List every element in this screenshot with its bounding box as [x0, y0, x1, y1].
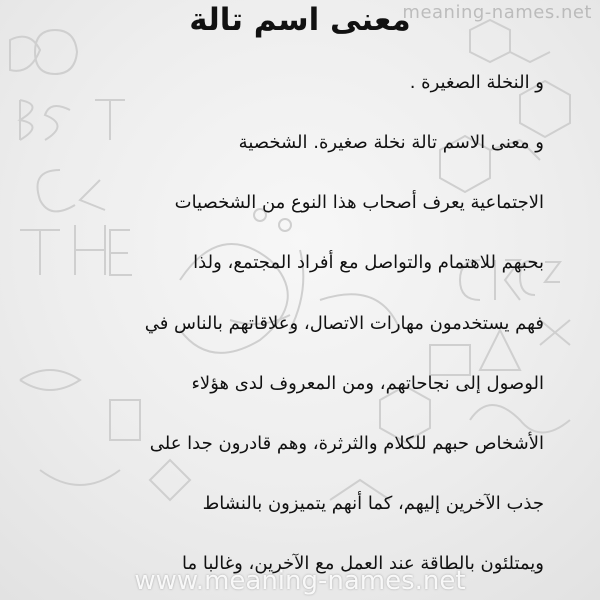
body-line: الاجتماعية يعرف أصحاب هذا النوع من الشخصيات: [174, 192, 544, 213]
body-line: الأشخاص حبهم للكلام والثرثرة، وهم قادرون جدا على: [149, 433, 544, 454]
body-line: و النخلة الصغيرة .: [409, 72, 544, 93]
body-line: و معنى الاسم تالة نخلة صغيرة. الشخصية: [238, 132, 544, 153]
body-line: جذب الآخرين إليهم، كما أنهم يتميزون بالنشاط: [202, 493, 544, 514]
watermark-bottom: www.meaning-names.net: [134, 566, 466, 596]
body-line: بحبهم للاهتمام والتواصل مع أفراد المجتمع، ولذا: [193, 252, 544, 273]
body-line: ويمتلئون بالطاقة عند العمل مع الآخرين، وغالبا ما: [182, 553, 544, 574]
watermark-top: meaning-names.net: [402, 2, 592, 23]
body-line: فهم يستخدمون مهارات الاتصال، وعلاقاتهم بالناس في: [144, 313, 544, 334]
body-line: الوصول إلى نجاحاتهم، ومن المعروف لدى هؤلاء: [191, 373, 544, 394]
page-title: معنى اسم تالة: [189, 2, 411, 38]
